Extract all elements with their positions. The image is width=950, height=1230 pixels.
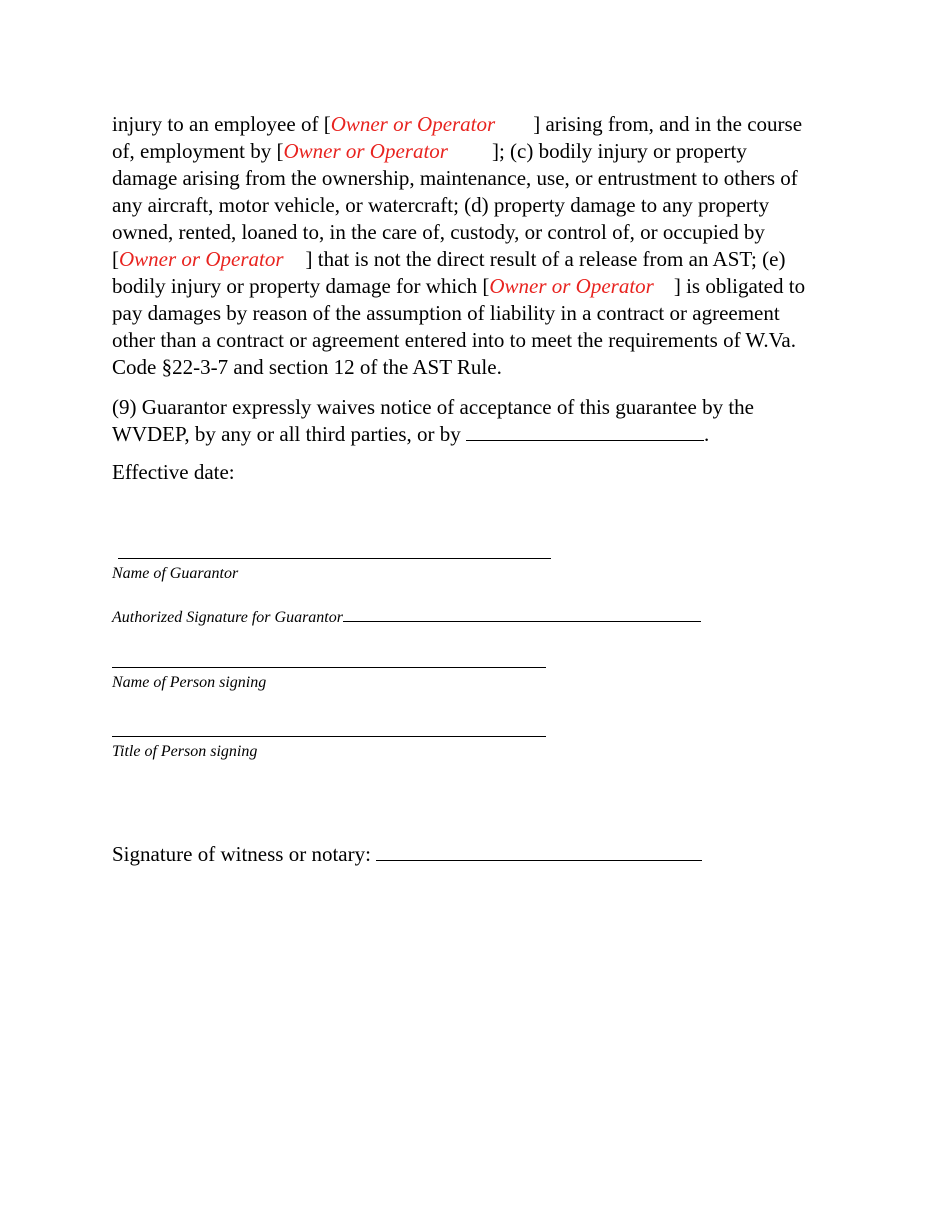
person-signing-title-line[interactable] (112, 736, 546, 737)
waiver-party-blank[interactable] (466, 422, 704, 441)
text-fragment: . (704, 422, 710, 446)
para9-line-1: (9) Guarantor expressly waives notice of acceptance of this guarantee by the (112, 395, 754, 419)
authorized-signature-row (112, 609, 701, 627)
para8-line-5: owned, rented, loaned to, in the care of, custody, or control of, or occupied by (112, 220, 765, 244)
text-fragment: injury to an employee of [ (112, 112, 331, 136)
para8-line-6 (112, 246, 785, 273)
guarantor-name-line[interactable] (118, 558, 551, 559)
title-of-person-signing-caption: Title of Person signing (112, 743, 258, 760)
owner-operator-placeholder: Owner or Operator (489, 274, 654, 298)
text-fragment: ]; (c) bodily injury or property (491, 139, 747, 163)
para9-line-2 (112, 421, 709, 448)
text-fragment: bodily injury or property damage for which [ (112, 274, 490, 298)
para8-line-7 (112, 273, 805, 300)
owner-operator-placeholder: Owner or Operator (119, 247, 284, 271)
authorized-signature-line[interactable] (343, 609, 701, 622)
para8-line-1 (112, 111, 802, 138)
text-fragment: WVDEP, by any or all third parties, or by (112, 422, 467, 446)
text-fragment: ] arising from, and in the course (533, 112, 803, 136)
owner-operator-placeholder: Owner or Operator (283, 139, 448, 163)
witness-row (112, 841, 702, 868)
text-fragment: of, employment by [ (112, 139, 284, 163)
person-signing-name-line[interactable] (112, 667, 546, 668)
name-of-person-signing-caption: Name of Person signing (112, 674, 267, 691)
para8-line-4: any aircraft, motor vehicle, or watercraft; (d) property damage to any property (112, 193, 770, 217)
text-fragment: ] is obligated to (673, 274, 806, 298)
name-of-guarantor-caption: Name of Guarantor (112, 565, 239, 582)
para8-line-10: Code §22-3-7 and section 12 of the AST Rule. (112, 355, 502, 379)
authorized-signature-caption: Authorized Signature for Guarantor (112, 609, 343, 626)
para8-line-2 (112, 138, 747, 165)
effective-date-label: Effective date: (112, 460, 235, 484)
para8-line-8: pay damages by reason of the assumption of liability in a contract or agreement (112, 301, 780, 325)
text-fragment: ] that is not the direct result of a release from an AST; (e) (305, 247, 786, 271)
para8-line-9: other than a contract or agreement entered into to meet the requirements of W.Va. (112, 328, 796, 352)
owner-operator-placeholder: Owner or Operator (330, 112, 496, 136)
text-fragment: [ (112, 247, 119, 271)
para8-line-3: damage arising from the ownership, maintenance, use, or entrustment to others of (112, 166, 798, 190)
witness-label: Signature of witness or notary: (112, 842, 377, 866)
witness-signature-line[interactable] (376, 842, 702, 861)
